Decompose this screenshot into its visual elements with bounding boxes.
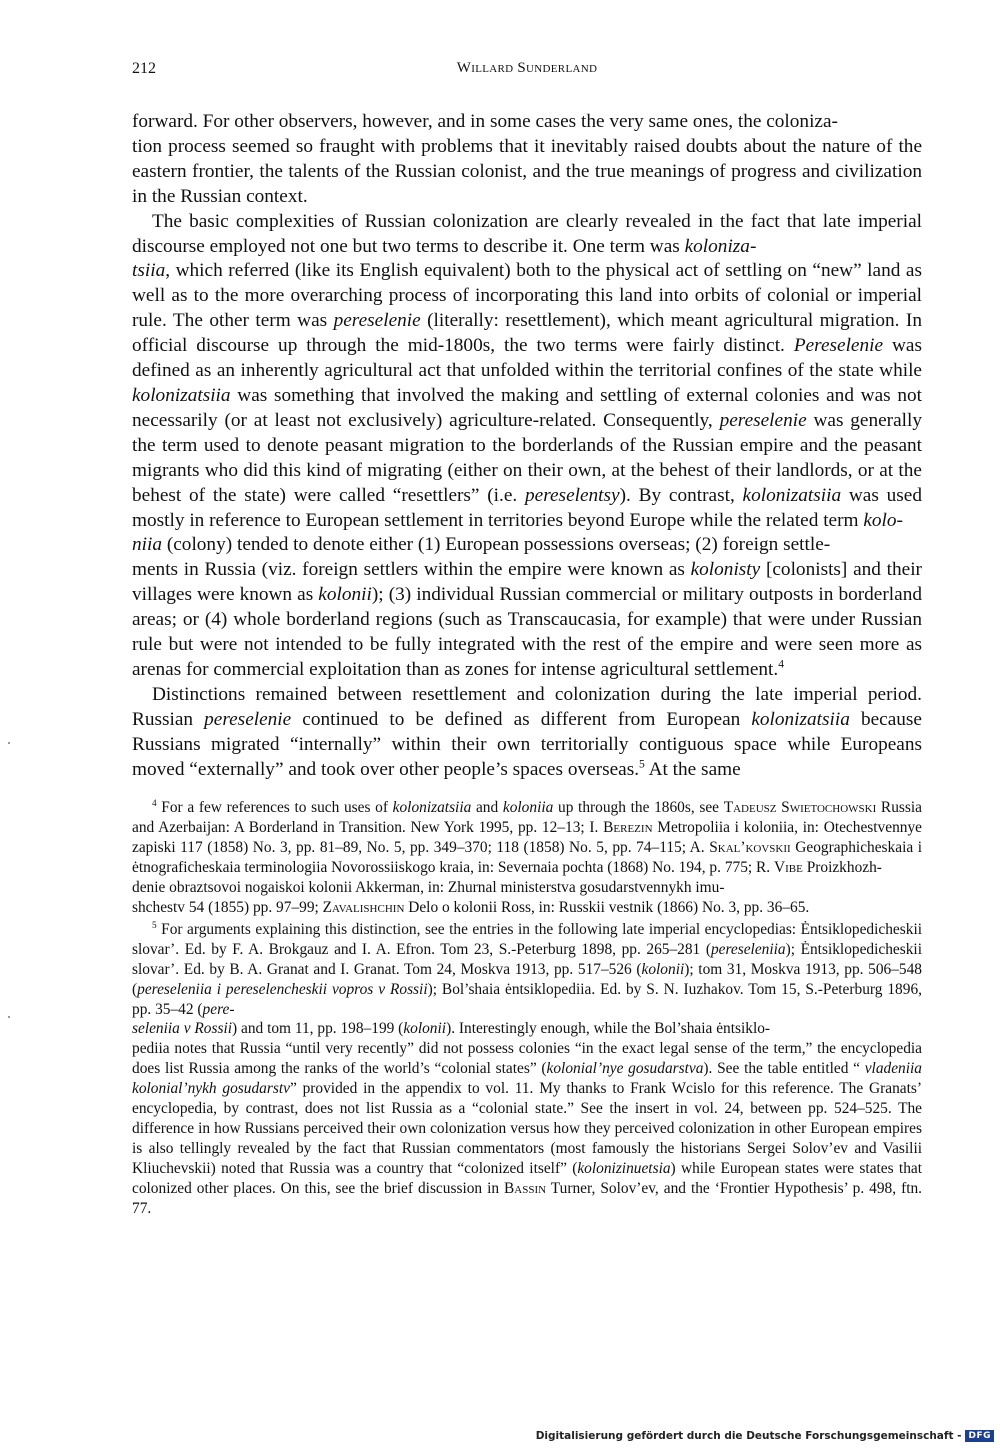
margin-mark [8, 742, 10, 744]
body-paragraph: forward. For other observers, however, and in some cases the very same ones, the coloniza- tion process seemed so fraught with problems that it inevitably raised doubts about the nature of the eastern frontier, the talents of the Russian colonist, and the true meanings of progress and civilization in the Russian context. [132, 111, 922, 207]
margin-mark [8, 1016, 10, 1018]
footnote: $^4$ For a few references to such uses of kolonizatsiia and koloniia up through the 1860s, see Tadeusz Swietochowski Russia and Azerbaijan: A Borderland in Transition. New York 1995, pp. 12–13; I. Berezin Metropoliia i koloniia, in: Otechestvennye zapiski 117 (1858) No. 3, pp. 81–89, No. 5, pp. 349–370; 118 (1858) No. 5, pp. 74–115; A. Skal’kovskii Geographicheskaia i ėtnograficheskaia terminologiia Novorossiiskogo kraia, in: Severnaia pochta (1868) No. 194, p. 775; R. Vibe Proizkhozh- denie obraztsovoi nogaiskoi kolonii Akkerman, in: Zhurnal ministerstva gosudarstvennykh imu- shchestv 54 (1855) pp. 97–99; Zavalishchin Delo o kolonii Ross, in: Russkii vestnik (1866) No. 3, pp. 36–65. [132, 798, 922, 916]
footer-text: Digitalisierung gefördert durch die Deutsche Forschungsgemeinschaft - [535, 1430, 962, 1442]
page [132, 60, 922, 1219]
footnote: $^5$ For arguments explaining this distinction, see the entries in the following late imperial encyclopedias: Ėntsiklopedicheskii slovar’. Ed. by F. A. Brokgauz and I. A. Efron. Tom 23, S.-Peterburg 1898, pp. 265–281 (pereseleniia); Ėntsiklopedicheskii slovar’. Ed. by B. A. Granat and I. Granat. Tom 24, Moskva 1913, pp. 517–526 (kolonii); tom 31, Moskva 1913, pp. 506–548 (pereseleniia i pereselencheskii vopros v Rossii); Bol’shaia ėntsiklopediia. Ed. by S. N. Iuzhakov. Tom 15, S.-Peterburg 1896, pp. 35–42 (pere- seleniia v Rossii) and tom 11, pp. 198–199 (kolonii). Interestingly enough, while the Bol’shaia ėntsiklo- pediia notes that Russia “until very recently” did not possess colonies “in the exact legal sense of the term,” the encyclopedia does list Russia among the ranks of the world’s “colonial states” (kolonial’nye gosudarstva). See the table entitled “ vladeniia kolonial’nykh gosudarstv” provided in the appendix to vol. 11. My thanks to Frank Wcislo for this reference. The Granats’ encyclopedia, by contrast, does not list Russia as a “colonial state.” See the insert in vol. 24, between pp. 524–525. The difference in how Russians perceived their own colonization versus how they perceived colonization in other European empires is also tellingly revealed by the fact that Russian commentators (most famously the historians Sergei Solov’ev and Vasilii Kliuchevskii) noted that Russia was a country that “colonized itself” (kolonizinuetsia) while European states were states that colonized other places. On this, see the brief discussion in Bassin Turner, Solov’ev, and the ‘Frontier Hypothesis’ p. 498, ftn. 77. [132, 919, 923, 1217]
dfg-logo: DFG [965, 1430, 994, 1442]
running-head: Willard Sunderland [456, 60, 598, 76]
body-paragraph: The basic complexities of Russian colonization are clearly revealed in the fact that late imperial discourse employed not one but two terms to describe it. One term was koloniza- tsiia, which referred (like its English equivalent) both to the physical act of settling on “new” land as well as to the more overarching process of incorporating this land into orbits of colonial or imperial rule. The other term was pereselenie (literally: resettlement), which meant agricultural migration. In official discourse up through the mid-1800s, the two terms were fairly distinct. Pereselenie was defined as an inherently agricultural act that unfolded within the territorial confines of the state while kolonizatsiia was something that involved the making and settling of external colonies and was not necessarily (or at least not exclusively) agriculture-related. Consequently, pereselenie was generally the term used to denote peasant migration to the borderlands of the Russian empire and the peasant migrants who did this kind of migrating (either on their own, at the behest of their landlords, or at the behest of the state) were called “resettlers” (i.e. pereselentsy). By contrast, kolonizatsiia was used mostly in reference to European settlement in territories beyond Europe while the related term kolo- niia (colony) tended to denote either (1) European possessions overseas; (2) foreign settle- ments in Russia (viz. foreign settlers within the empire were known as kolonisty [colonists] and their villages were known as kolonii); (3) individual Russian commercial or military outposts in borderland areas; or (4) whole borderland regions (such as Transcaucasia, for example) that were under Russian rule but were not intended to be fully integrated with the rest of the empire and were seen more as arenas for commercial exploitation than as zones for intense agricultural settlement.$^4$ [132, 210, 923, 680]
page-number: 212 [132, 60, 156, 77]
page-header [132, 60, 922, 88]
footnotes [132, 798, 922, 1218]
body-paragraph: Distinctions remained between resettlement and colonization during the late imperial period. Russian pereselenie continued to be defined as different from European kolonizatsiia because Russians migrated “internally” within their own territorially contiguous space while Europeans moved “externally” and took over other people’s spaces overseas.$^5$ At the same [132, 683, 922, 780]
body-text [132, 110, 922, 782]
digitization-footer [536, 1430, 994, 1442]
